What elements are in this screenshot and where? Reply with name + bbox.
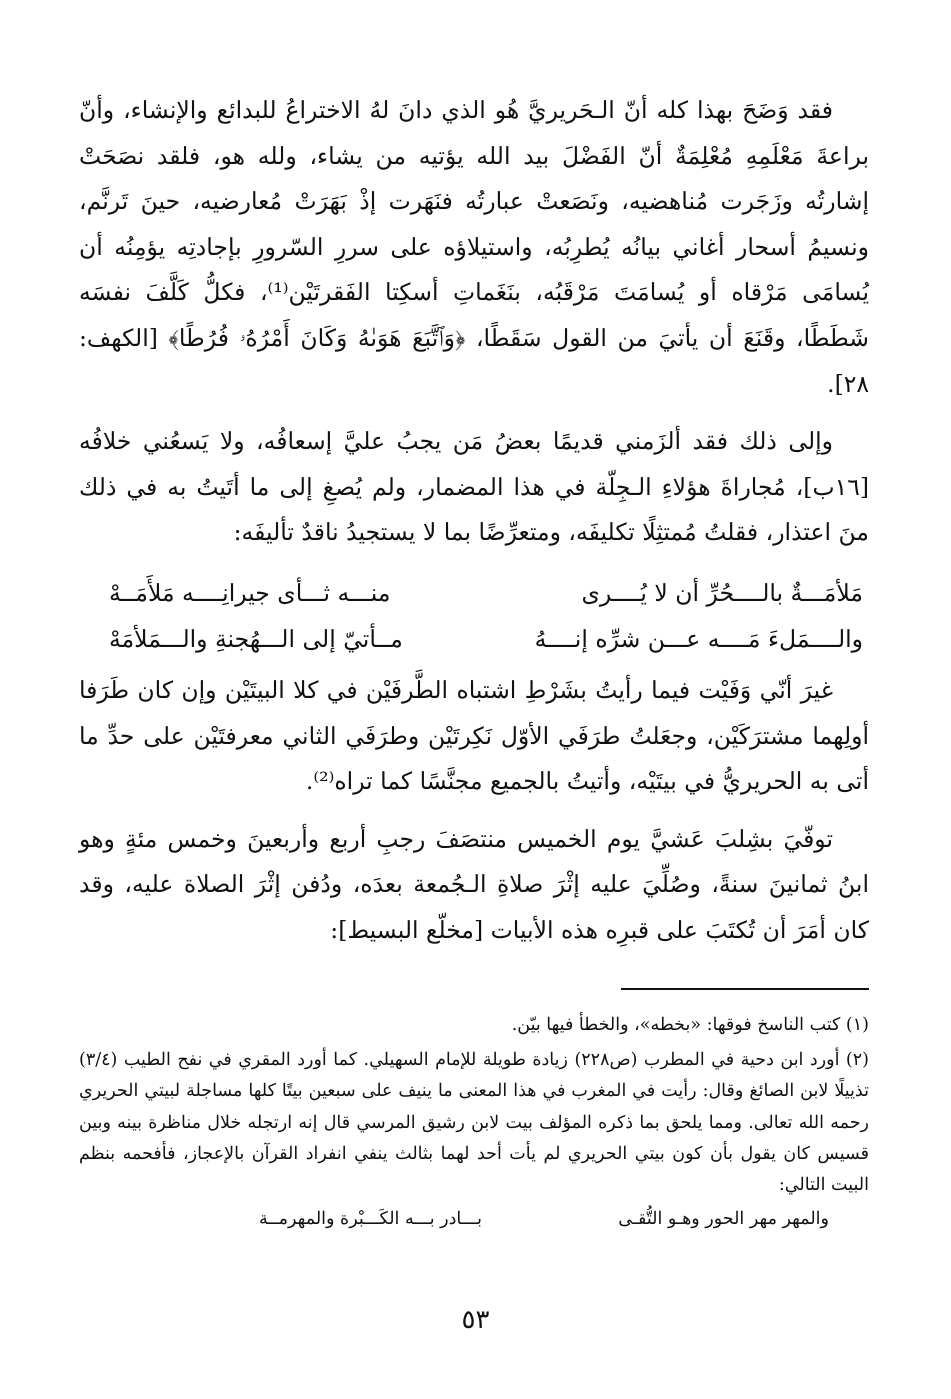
poem-line xyxy=(79,570,869,616)
poem-hemistich-right: والــــمَلءَ مَــــه عـــن شرِّه إنــــهُ xyxy=(534,624,863,653)
paragraph: فقد وَضَحَ بهذا كله أنّ الـحَريريَّ هُو الذي دانَ لهُ الاختراعُ للبدائع والإنشاء، وأنّ براعةَ مَعْلَمِهِ مُعْلِمَةٌ أنّ الفَضْلَ بيد الله يؤتيه من يشاء، ولله هو، فلقد نصَحَتْ إشارتُه وزَجَرت مُناهضيه، ونَصَعتْ عبارتُه فنَهَرت إذْ بَهَرَتْ مُعارضيه، حينَ تَرنَّم، ونسيمُ أسحار أغاني بيانُه يُطرِبُه، واستيلاؤه على سررِ السّرورِ بإجادتِه يؤمِنُه أن يُسامَى مَرْقاه أو يُسامَتَ مَرْقَبُه، بنَغَماتِ أسكِتا الفَقرتَيْن⁽¹⁾، فكلُّ كَلَّفَ نفسَه شَطَطًا، وقَنَعَ أن يأتيَ من القول سَقَطًا، ﴿وَٱتَّبَعَ هَوَىٰهُ وَكَانَ أَمْرُهُۥ فُرُطًا﴾ [الكهف: ٢٨]. xyxy=(79,96,870,398)
poem-hemistich-right: مَلأمَـــةٌ بالــــحُرِّ أن لا يُــــرى xyxy=(581,578,863,607)
page-number: ٥٣ xyxy=(461,1305,490,1335)
footnotes xyxy=(79,1010,869,1235)
poem-hemistich-right: والمهر مهر الحور وهـو التُّقـى xyxy=(618,1209,829,1230)
main-text-block xyxy=(79,88,869,954)
footnote: (١) كتب الناسخ فوقها: «بخطه»، والخطأ فيها بيّن. xyxy=(511,1015,869,1035)
poem-hemistich-left: مــأتيّ إلى الـــهُجنةِ والـــمَلأمَهْ xyxy=(109,624,403,653)
paragraph: غيرَ أنّي وَفَيْت فيما رأيتُ بشَرْطِ اشتباه الطَّرفَيْن في كلا البيتَيْن وإن كان طَرَفا أولِهما مشترَكَيْن، وجعَلتُ طرَفَي الأوّل نَكِرتَيْن وطرَفَي الثاني معرفتَيْن على حدِّ ما أتى به الحريريُّ في بيتَيْه، وأتيتُ بالجميع مجنَّسًا كما تراه⁽²⁾. xyxy=(79,675,869,796)
footnote-divider xyxy=(621,988,869,990)
poem-line xyxy=(79,616,869,662)
poem xyxy=(79,570,869,662)
paragraph: توفّيَ بشِلبَ عَشيَّ يوم الخميس منتصَفَ رجبِ أربع وأربعينَ وخمس مئةٍ وهو ابنُ ثمانينَ سنةً، وصُلِّيَ عليه إثْرَ صلاةِ الـجُمعة بعدَه، ودُفن إثْرَ الصلاة عليه، وقد كان أمَرَ أن تُكتَبَ على قبرِه هذه الأبيات [مخلّع البسيط]: xyxy=(79,824,869,944)
footnote: (٢) أورد ابن دحية في المطرب (ص٢٢٨) زيادة طويلة للإمام السهيلي. كما أورد المقري في نفح الطيب (٣/٤) تذييلًا لابن الصائغ وقال: رأيت في المغرب في هذا المعنى ما ينيف على سبعين بيتًا كلها مساجلة لبيتي الحريري رحمه الله تعالى. ومما يلحق بما ذكره المؤلف بيت لابن رشيق المرسي قال إنه ارتجله خلال مناظرة بينه وبين قسيس كان يقول بأن كون بيتي الحريري لم يأت أحد لهما بثالث ينفي انفراد القرآن بالإعجاز، فأفحمه بنظم البيت التالي: xyxy=(79,1050,869,1196)
poem-hemistich-left: بـــادر بـــه الكَـــبْرة والمهرمــة xyxy=(259,1209,482,1230)
footnote-poem-line xyxy=(79,1201,869,1235)
poem-hemistich-left: منـــه ثـــأى جيرانِــــه مَلأَمَــهْ xyxy=(109,578,391,607)
paragraph: وإلى ذلك فقد ألزَمني قديمًا بعضُ مَن يجبُ عليَّ إسعافُه، ولا يَسعُني خلافُه [١٦ب]، مُجاراةَ هؤلاءِ الـجِلّة في هذا المضمار، ولم يُصغِ إلى ما أتَيتُ به في ذلك منَ اعتذار، فقلتُ مُمتثِلًا تكليفَه، ومتعرِّضًا بما لا يستجيدُ ناقدٌ تأليفَه: xyxy=(79,427,869,547)
